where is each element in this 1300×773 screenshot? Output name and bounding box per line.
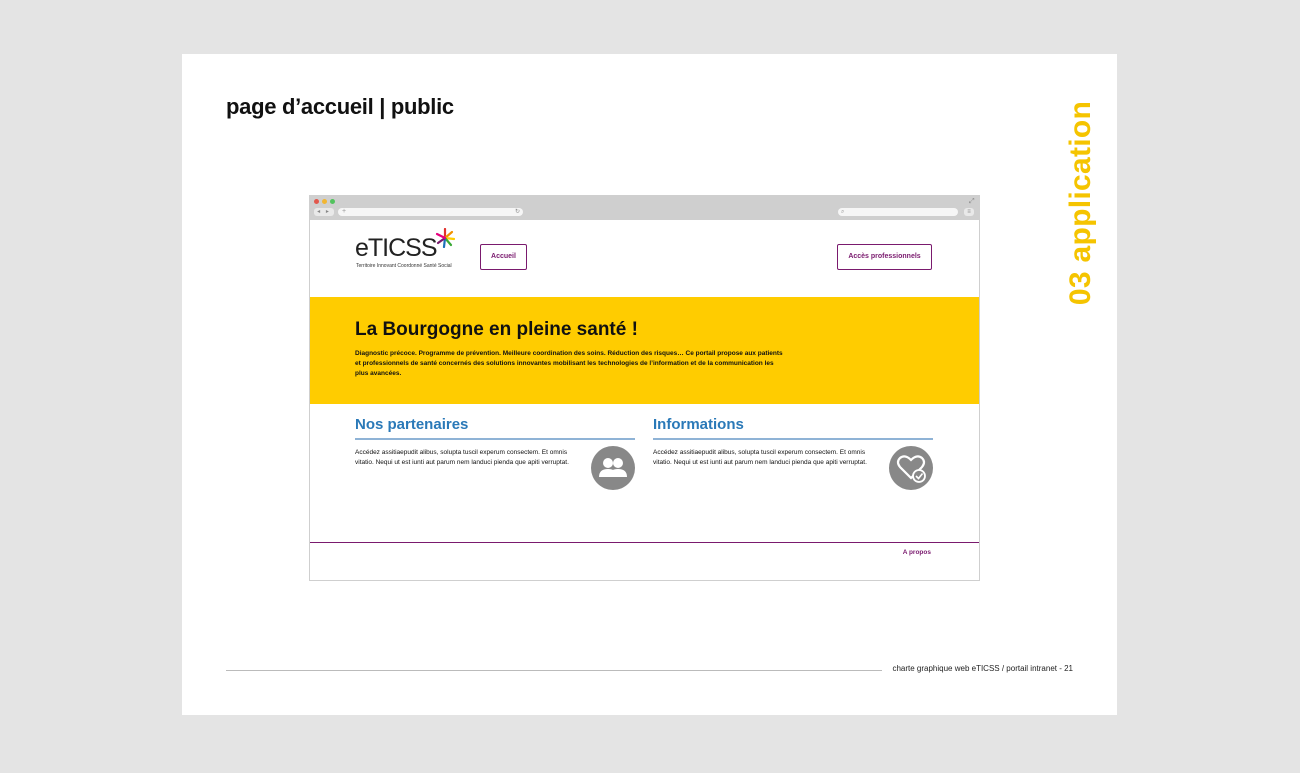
- site-footer-divider: [310, 542, 979, 543]
- search-icon: ⌕: [841, 209, 845, 215]
- back-forward-icon[interactable]: ◂ ▸: [314, 208, 334, 216]
- document-page: [182, 54, 1117, 715]
- page-title: page d’accueil | public: [226, 94, 454, 119]
- information-section: [653, 416, 933, 466]
- new-tab-icon[interactable]: +: [342, 208, 347, 215]
- reload-icon[interactable]: ↻: [514, 209, 520, 215]
- partners-text: Accédez assitiaepudit alibus, solupta tuscil experum consectem. Et omnis vitatio. Nequi ut est iunti aut parum nem landuci pienda que apiti verruptat.: [355, 449, 569, 466]
- about-link[interactable]: A propos: [902, 549, 931, 556]
- partners-section: [355, 416, 635, 466]
- browser-search-input[interactable]: [838, 208, 958, 216]
- eticss-logo[interactable]: [355, 234, 465, 274]
- browser-toolbar: [310, 196, 979, 220]
- heart-check-icon[interactable]: [889, 446, 933, 490]
- maximize-window-dot[interactable]: [330, 199, 335, 204]
- close-window-dot[interactable]: [314, 199, 319, 204]
- logo-wordmark: eTICSS: [355, 234, 437, 262]
- partners-heading[interactable]: Nos partenaires: [355, 416, 469, 433]
- people-icon[interactable]: [591, 446, 635, 490]
- hero-text: Diagnostic précoce. Programme de prévention. Meilleure coordination des soins. Réduction des risques… Ce portail propose aux patients et professionnels de santé concernés des solutions innovantes mobilisant les technologies de l’information et de la communication les plus avancées.: [355, 350, 783, 377]
- browser-mockup: [309, 195, 980, 581]
- expand-icon[interactable]: ⤢: [969, 198, 975, 205]
- home-button[interactable]: Accueil: [480, 244, 527, 270]
- site-header: [310, 220, 979, 297]
- hero-banner: [310, 297, 979, 404]
- browser-menu-icon[interactable]: ≡: [964, 208, 974, 216]
- partners-divider: [355, 438, 635, 440]
- information-divider: [653, 438, 933, 440]
- section-label-text: 03 application: [1064, 100, 1097, 306]
- logo-tagline: Territoire Innovant Coordonné Santé Social: [356, 263, 452, 269]
- information-heading[interactable]: Informations: [653, 416, 744, 433]
- hero-title: La Bourgogne en pleine santé !: [355, 319, 638, 340]
- footer-divider: [226, 670, 882, 671]
- information-text: Accédez assitiaepudit alibus, solupta tuscil experum consectem. Et omnis vitatio. Nequi ut est iunti aut parum nem landuci pienda que apiti verruptat.: [653, 449, 867, 466]
- professional-access-button[interactable]: Accès professionnels: [837, 244, 932, 270]
- address-bar[interactable]: [338, 208, 523, 216]
- document-footer: charte graphique web eTICSS / portail intranet - 21: [892, 664, 1073, 673]
- logo-star-icon: [435, 228, 455, 248]
- section-label: [1062, 98, 1100, 308]
- minimize-window-dot[interactable]: [322, 199, 327, 204]
